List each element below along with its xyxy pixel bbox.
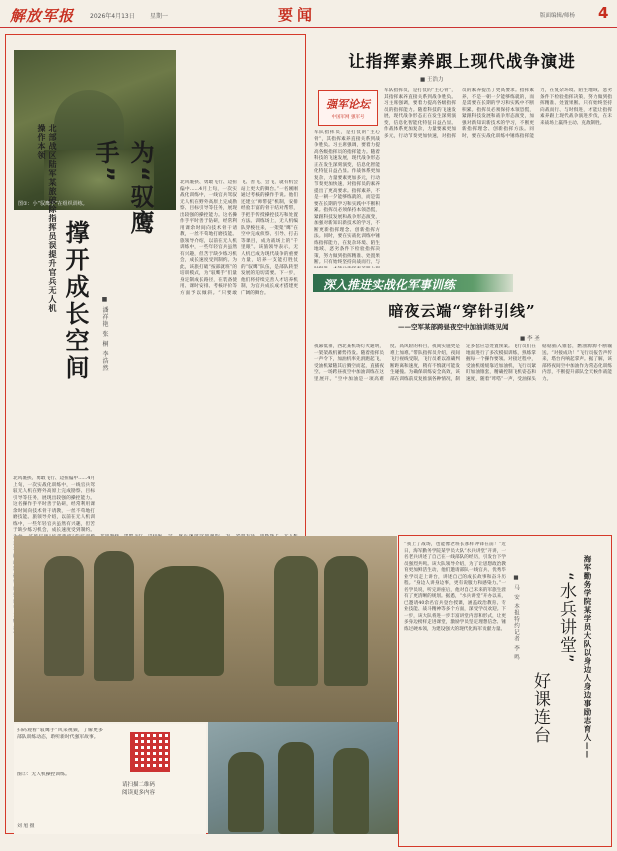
masthead-editor: 版面编辑/师杨	[540, 13, 575, 19]
story-a-body-left: 北风裹挟、勇敢飞行、边扭偏中……4月上旬，一次实战化训练中，一线官兵驾驭无人机在野外高原上完成勘察、目标引导等任务，展现出较强的操控能力。这名操作手平时善于钻研，经常利用课余时间向技术骨干请教，一丝不苟地打磨技能。旅领导介绍，以前在无人机训练中，一些年轻官兵虽然有兴趣，但苦于缺少练习机会，成长速度受到制约。	[13, 476, 95, 534]
section-title: 要闻	[278, 6, 317, 24]
story-a-byline: ■ 潘祥艳 张 桐 李浩然	[101, 296, 108, 372]
story-d-title-line2: 好课连台	[530, 672, 550, 744]
story-a-photo-caption: 图①：小“驭鹰手”在组织训练。	[18, 201, 88, 207]
qr-code[interactable]	[130, 732, 170, 772]
photo-soldiers-drone	[14, 536, 397, 722]
photo-drone-training	[208, 722, 398, 834]
story-c-title: 暗夜云端“穿针引线”	[388, 302, 536, 320]
story-a-body: 北风裹挟、勇敢飞行、边扭偏中……4月上旬，一次实战化训练中，一线官兵驾驭无人机在野外高原上完成勘察、目标引导等任务，展现出较强的操控能力。这名操作手平时善于钻研，经常利用课余时间向技术骨干请教，一丝不苟地打磨技能。旅领导介绍，以前在无人机训练中，一些年轻官兵虽然有兴趣，但苦于缺少练习机会，成长速度受到制约。为此，该旅打破“按部就班”的培训模式，为“驭鹰手”们量身定制成长路径，在装备使用、课时安排、考核评价等方面予以倾斜。“只要敢飞、善飞、会飞，就有机会站上更大的舞台。”一名刚刚通过考核的操作手说。他们还建立“师带徒”机制，安排经验丰富的骨干结对帮带，手把手传授操控技巧和处置方法。训练场上，无人机编队穿梭往来，一架架“鹰”在空中完成侦察、引导、打击等课目，成为战场上的“千里眼”。该旅领导表示，无人机已成为现代战争的重要力量，培养一支能打胜仗的“驭鹰”队伍，是部队转型发展的迫切需要。下一步，他们将持续完善人才培养机制，为官兵成长成才搭建更广阔的舞台。	[180, 180, 298, 296]
banner-text: 深入推进实战化军事训练	[323, 278, 456, 292]
promo-box	[14, 724, 206, 834]
story-c-subtitle: ——空军某部跨昼夜空中加油训练见闻	[398, 323, 509, 331]
masthead-date: 2026年4月13日	[90, 13, 135, 20]
masthead-logo: 解放军报	[10, 7, 75, 25]
story-a-title-line2: 撑开成长空间	[61, 220, 89, 382]
column-sub: 中国军网 强军号	[331, 115, 365, 120]
story-d-byline: ■ 马 安 本报特约记者 李 鸣	[513, 575, 519, 661]
page-number: 4	[598, 4, 609, 22]
column-name: 强军论坛	[326, 98, 370, 111]
promo-caption: 图②：无人机操控训练。	[17, 772, 70, 777]
story-b-body-left: 军队指挥员，是打仗的“主心骨”，其指挥素养直接关系到战争胜负。习主席强调，要着力提高各级指挥员的指挥能力。随着科技的飞速发展，现代战争形态正在发生深刻演变，信息化智能化特征日益凸显。作战体系更加复杂，力量要素更加多元，行动节奏更加快速，对指挥员的素养提出了更高要求。指挥素养，不是一朝一夕能够练就的，而是需要在长期的学习和实践中不断积累。指挥员必须保持本领恐慌，紧跟科技发展和战争形态演变，加强对新知识新技术的学习，不断更新指挥理念、创新指挥方法。同时，要在实战化训练中锤炼指挥能力，在复杂环境、陌生地域、恶劣条件下检验指挥决策，努力做到指挥精准、处置果断。只有始终坚持向战而行、与	[314, 130, 380, 266]
story-a-subtitle: 北部战区陆军某旅破除指挥员误提升官兵无人机操作本领	[37, 124, 57, 313]
masthead-weekday: 星期一	[150, 13, 169, 20]
masthead	[0, 0, 617, 28]
column-badge	[318, 90, 378, 126]
story-a-title-line1: 为“驭鹰手”	[91, 140, 154, 236]
story-d-body: “我上了战场，也能像老班长那样冲锋在前！”近日，海军勤务学院某学员大队“水兵讲堂”开讲，一名老兵讲述了自己在一线部队的经历，引发台下学员强烈共鸣。该大队领导介绍，为了让思想政治教育更加鲜活生动，他们邀请部队一线官兵、优秀毕业学员走上讲台，讲述自己的成长故事和奋斗历程。“身边人讲身边事，更有说服力和感染力。”一名学员说，听完讲座后，他对自己未来的军旅生涯有了更清晰的规划。据悉，“水兵讲堂”开办以来，已邀请40余名官兵登台授课，涵盖政治教育、专业技能、战斗精神等多个方面，深受学员欢迎。下一步，该大队将进一步丰富讲堂内容和形式，让更多身边榜样走进课堂，激励学员坚定理想信念、锤炼过硬本领，为建设强大的现代化海军贡献力量。	[404, 542, 506, 632]
qr-label-2: 阅读更多内容	[122, 790, 156, 796]
story-c-byline: ■ 李 圣	[520, 336, 540, 342]
story-b-title: 让指挥素养跟上现代战争演进	[348, 52, 576, 71]
story-d-subtitle: 海军勤务学院某学员大队以身边人身边事励志育人——	[583, 555, 592, 759]
story-d-title-line1: “水兵讲堂”	[556, 572, 576, 664]
story-b-byline: ■ 王浩力	[420, 77, 444, 83]
promo-credit: 刘 旭 摄	[17, 824, 35, 829]
promo-text: 扫码观看“驭鹰手”风采视频，了解更多部队训练动态，聆听新时代强军故事。	[17, 728, 103, 740]
qr-label: 请扫描二维码	[122, 782, 156, 788]
story-b-body: 军队指挥员，是打仗的“主心骨”，其指挥素养直接关系到战争胜负。习主席强调，要着力提高各级指挥员的指挥能力。随着科技的飞速发展，现代战争形态正在发生深刻演变，信息化智能化特征日益凸显。作战体系更加复杂，力量要素更加多元，行动节奏更加快速，对指挥员的素养提出了更高要求。指挥素养，不是一朝一夕能够练就的，而是需要在长期的学习和实践中不断积累。指挥员必须保持本领恐慌，紧跟科技发展和战争形态演变，加强对新知识新技术的学习，不断更新指挥理念、创新指挥方法。同时，要在实战化训练中锤炼指挥能力，在复杂环境、陌生地域、恶劣条件下检验指挥决策，努力做到指挥精准、处置果断。只有始终坚持向战而行、与时俱进，才能让指挥素养跟上现代战争演进步伐，在未来战场上赢得主动、克敌制胜。	[384, 88, 612, 139]
story-c-body: 夜幕低垂，西北某机场灯火通明，一架架战机蓄势待发。随着指挥员一声令下，加油机率先滑跑起飞，受油机紧随其后腾空而起，直插夜空。一场跨昼夜空中加油训练在这里展开。“空中加油是一项高难度、高风险的科目，夜间实施更是难上加难。”带队指挥员介绍，夜间飞行视线受限，飞行员难以准确判断距离和速度，稍有不慎就可能发生碰撞。为确保训练安全高效，该部在训练前反复推演各种情况，制定多套应急处置预案。飞行员们在地面进行了多次模拟训练，熟练掌握每一个操作要领。对接过程中，受油机缓缓靠近加油机，飞行员紧盯加油锥套，精确控制飞机姿态和速度，随着“咔嗒”一声，受油探头稳稳插入锥套，燃油源源不断输送。“对接成功！”飞行员报告声传来，塔台内响起掌声。据了解，该部将夜间空中加油作为常态化训练内容，不断提升部队全天候作战能力。	[314, 344, 612, 382]
banner	[313, 274, 513, 292]
